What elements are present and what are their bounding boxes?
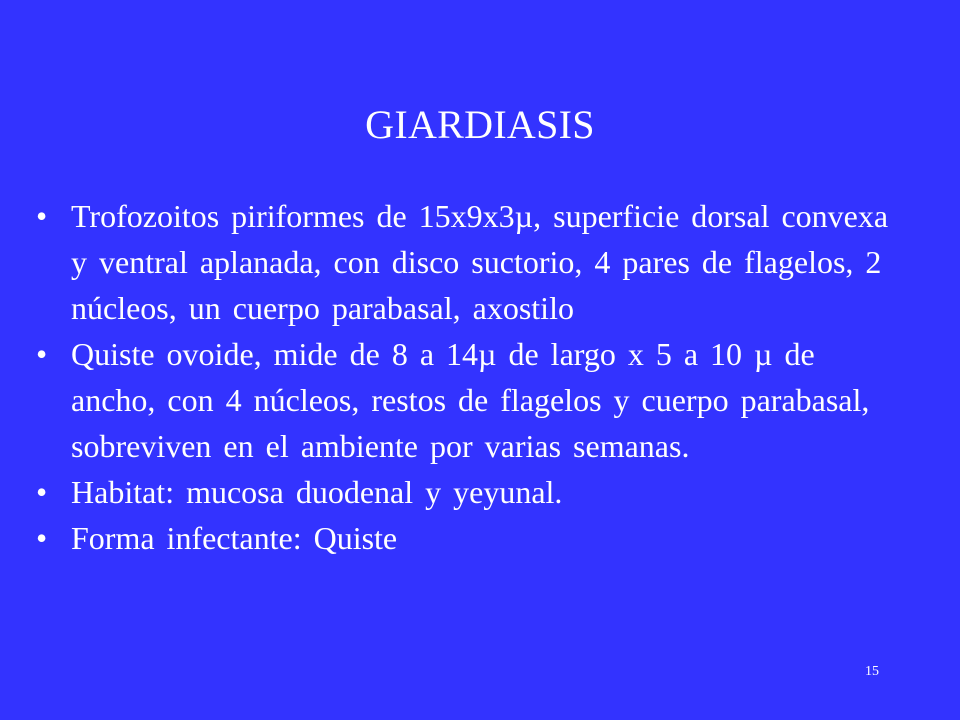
- bullet-text: Habitat: mucosa duodenal y yeyunal.: [71, 474, 563, 510]
- bullet-icon: •: [36, 520, 48, 556]
- bullet-item: [36, 469, 904, 515]
- bullet-item: [36, 331, 904, 469]
- bullet-item: [36, 193, 904, 331]
- bullet-item: [36, 515, 904, 561]
- bullet-icon: •: [36, 198, 48, 234]
- slide-title: GIARDIASIS: [365, 102, 595, 147]
- bullet-list: [36, 193, 904, 561]
- bullet-icon: •: [36, 474, 48, 510]
- bullet-text: Quiste ovoide, mide de 8 a 14µ de largo x 5 a 10 µ de ancho, con 4 núcleos, restos de flagelos y cuerpo parabasal, sobreviven en el ambiente por varias semanas.: [71, 336, 870, 464]
- page-number: 15: [865, 664, 879, 679]
- bullet-icon: •: [36, 336, 48, 372]
- bullet-text: Trofozoitos piriformes de 15x9x3µ, superficie dorsal convexa y ventral aplanada, con disco suctorio, 4 pares de flagelos, 2 núcleos, un cuerpo parabasal, axostilo: [71, 198, 889, 326]
- bullet-text: Forma infectante: Quiste: [71, 520, 398, 556]
